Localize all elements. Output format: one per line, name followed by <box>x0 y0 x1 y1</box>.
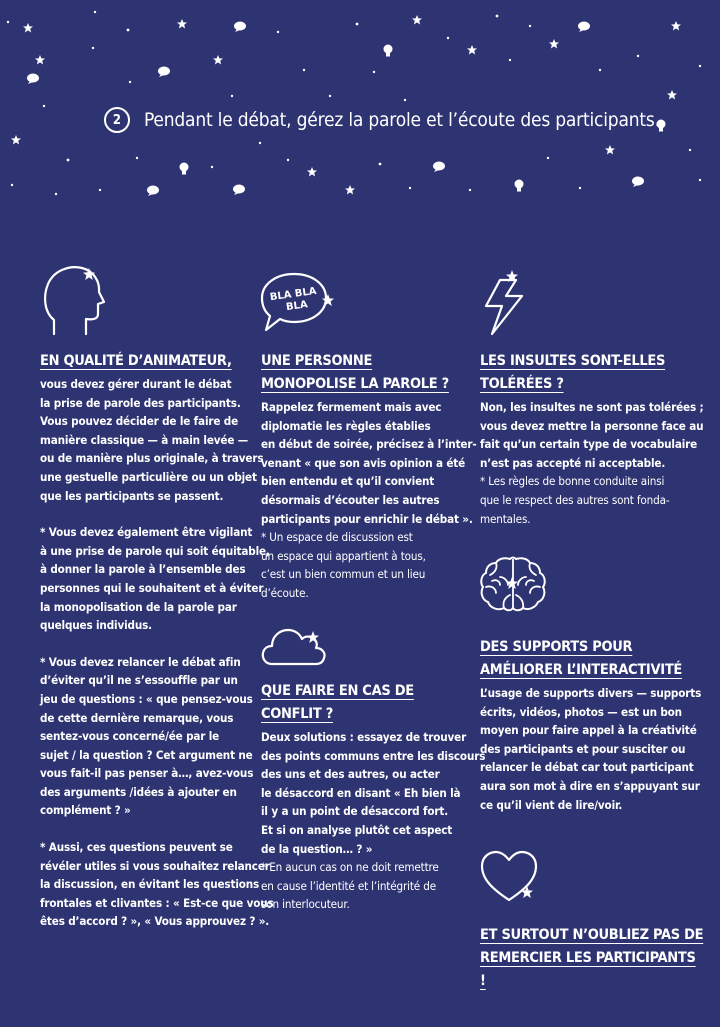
text-line: n’est pas accepté ni acceptable. <box>480 455 666 470</box>
text-line: Deux solutions : essayez de trouver <box>261 730 467 744</box>
cloud-icon <box>260 620 328 668</box>
text-line: vous devez gérer durant le débat <box>40 377 232 391</box>
text-line: de la question… ? » <box>261 841 373 856</box>
text-line: vous fait-il pas penser à…, avez-vous <box>40 766 254 781</box>
text-line: * Aussi, ces questions peuvent se <box>40 840 233 855</box>
head-profile-icon <box>40 262 106 338</box>
text-line: à donner la parole à l’ensemble des <box>40 562 246 577</box>
text-line: venant « que son avis opinion a été <box>261 455 466 470</box>
bubble-text-line2: BLA <box>285 299 309 314</box>
insults-section <box>480 350 704 528</box>
conflict-heading <box>261 680 466 726</box>
text-line: jeu de questions : « que pensez-vous <box>40 691 253 706</box>
text-line: mentales. <box>480 511 531 526</box>
thanks-heading <box>480 924 705 993</box>
thanks-section <box>480 924 705 1001</box>
text-line: son interlocuteur. <box>261 897 350 912</box>
text-line: des points communs entre les discours <box>261 748 486 763</box>
text-line: complément ? » <box>40 803 131 818</box>
text-line: la prise de parole des participants. <box>40 395 241 410</box>
text-line: ce qu’il vient de lire/voir. <box>480 797 623 812</box>
text-line: aura son mot à dire en s’appuyant sur <box>480 778 700 793</box>
text-line: le désaccord en disant « Eh bien là <box>261 785 461 800</box>
text-line: frontales et clivantes : « Est-ce que vous <box>40 895 274 910</box>
text-line: d’éviter qu’il ne s’essouffle par un <box>40 673 238 688</box>
text-line: un espace qui appartient à tous, <box>261 548 426 563</box>
text-line: que le respect des autres sont fonda- <box>480 492 670 507</box>
text-line: fait qu’un certain type de vocabulaire <box>480 437 698 452</box>
text-line: * Un espace de discussion est <box>261 530 413 545</box>
text-line: * En aucun cas on ne doit remettre <box>261 860 439 875</box>
text-line: Rappelez fermement mais avec <box>261 400 442 414</box>
text-line: d’écoute. <box>261 585 309 600</box>
text-line: une gestuelle particulière ou un objet <box>40 469 257 484</box>
text-line: vous devez mettre la personne face au <box>480 418 704 433</box>
text-line: Vous pouvez décider de le faire de <box>40 414 239 429</box>
animator-heading-line: EN QUALITÉ D’ANIMATEUR, <box>40 353 232 369</box>
text-line: bien entendu et qu’il convient <box>261 474 435 489</box>
animator-heading <box>40 350 250 373</box>
heading-line: UNE PERSONNE <box>261 353 373 369</box>
text-line: * Vous devez également être vigilant <box>40 525 253 540</box>
section-title: Pendant le débat, gérez la parole et l’écoute des participants. <box>144 109 660 131</box>
text-line: L’usage de supports divers — supports <box>480 686 702 700</box>
text-line: de cette dernière remarque, vous <box>40 710 234 725</box>
text-line: * Vous devez relancer le débat afin <box>40 654 241 669</box>
text-line: diplomatie les règles établies <box>261 418 431 433</box>
text-line: que les participants se passent. <box>40 488 224 503</box>
text-line: des arguments /idées à ajouter en <box>40 784 237 799</box>
heading-line: QUE FAIRE EN CAS DE <box>261 683 414 699</box>
text-line: la monopolisation de la parole par <box>40 599 237 614</box>
text-line: Et si on analyse plutôt cet aspect <box>261 822 453 837</box>
heading-line: AMÉLIORER L’INTERACTIVITÉ <box>480 662 683 678</box>
section-header <box>104 107 660 133</box>
text-line: êtes d’accord ? », « Vous approuvez ? ». <box>40 914 270 929</box>
text-line: écrits, vidéos, photos — est un bon <box>480 704 682 719</box>
speech-bubble-icon <box>260 270 340 334</box>
text-line: relancer le débat car tout participant <box>480 760 694 775</box>
heading-line: CONFLIT ? <box>261 706 333 722</box>
text-line: moyen pour faire appel à la créativité <box>480 723 697 738</box>
heading-line: DES SUPPORTS POUR <box>480 639 633 655</box>
text-line: c’est un bien commun et un lieu <box>261 567 426 582</box>
text-line: il y a un point de désaccord fort. <box>261 804 449 819</box>
heading-line: REMERCIER LES PARTICIPANTS ! <box>480 950 696 989</box>
text-line: révéler utiles si vous souhaitez relancer <box>40 858 270 873</box>
heading-line: LES INSULTES SONT-ELLES <box>480 353 666 369</box>
text-line: Non, les insultes ne sont pas tolérées ; <box>480 400 704 414</box>
lightning-bolt-icon <box>478 268 530 338</box>
text-line: manière classique — à main levée — <box>40 432 249 447</box>
text-line: à une prise de parole qui soit équitable, <box>40 543 270 558</box>
insults-heading <box>480 350 695 396</box>
monopoly-heading <box>261 350 466 396</box>
text-line: des uns et des autres, ou acter <box>261 767 440 782</box>
text-line: ou de manière plus originale, à travers <box>40 451 264 466</box>
text-line: participants pour enrichir le débat ». <box>261 511 473 526</box>
supports-heading <box>480 636 695 682</box>
text-line: en cause l’identité et l’intégrité de <box>261 878 436 893</box>
step-number-badge: 2 <box>104 107 130 133</box>
text-line: * Les règles de bonne conduite ainsi <box>480 474 665 489</box>
heart-icon <box>478 848 544 906</box>
conflict-section <box>261 680 486 914</box>
heading-line: MONOPOLISE LA PAROLE ? <box>261 376 449 392</box>
text-line: sentez-vous concerné/ée par le <box>40 729 220 744</box>
brain-icon <box>478 555 548 613</box>
text-line: personnes qui le souhaitent et à éviter <box>40 580 264 595</box>
text-line: désormais d’écouter les autres <box>261 492 440 507</box>
heading-line: ET SURTOUT N’OUBLIEZ PAS DE <box>480 927 704 943</box>
text-line: sujet / la question ? Cet argument ne <box>40 747 253 762</box>
text-line: la discussion, en évitant les questions <box>40 877 260 892</box>
text-line: en début de soirée, précisez à l’inter- <box>261 437 477 452</box>
text-line: des participants et pour susciter ou <box>480 741 686 756</box>
animator-section <box>40 350 274 931</box>
supports-section <box>480 636 702 814</box>
heading-line: TOLÉRÉES ? <box>480 376 564 392</box>
monopoly-section <box>261 350 477 603</box>
text-line: quelques individus. <box>40 618 152 633</box>
bubble-text-line1: BLA BLA <box>269 285 318 304</box>
